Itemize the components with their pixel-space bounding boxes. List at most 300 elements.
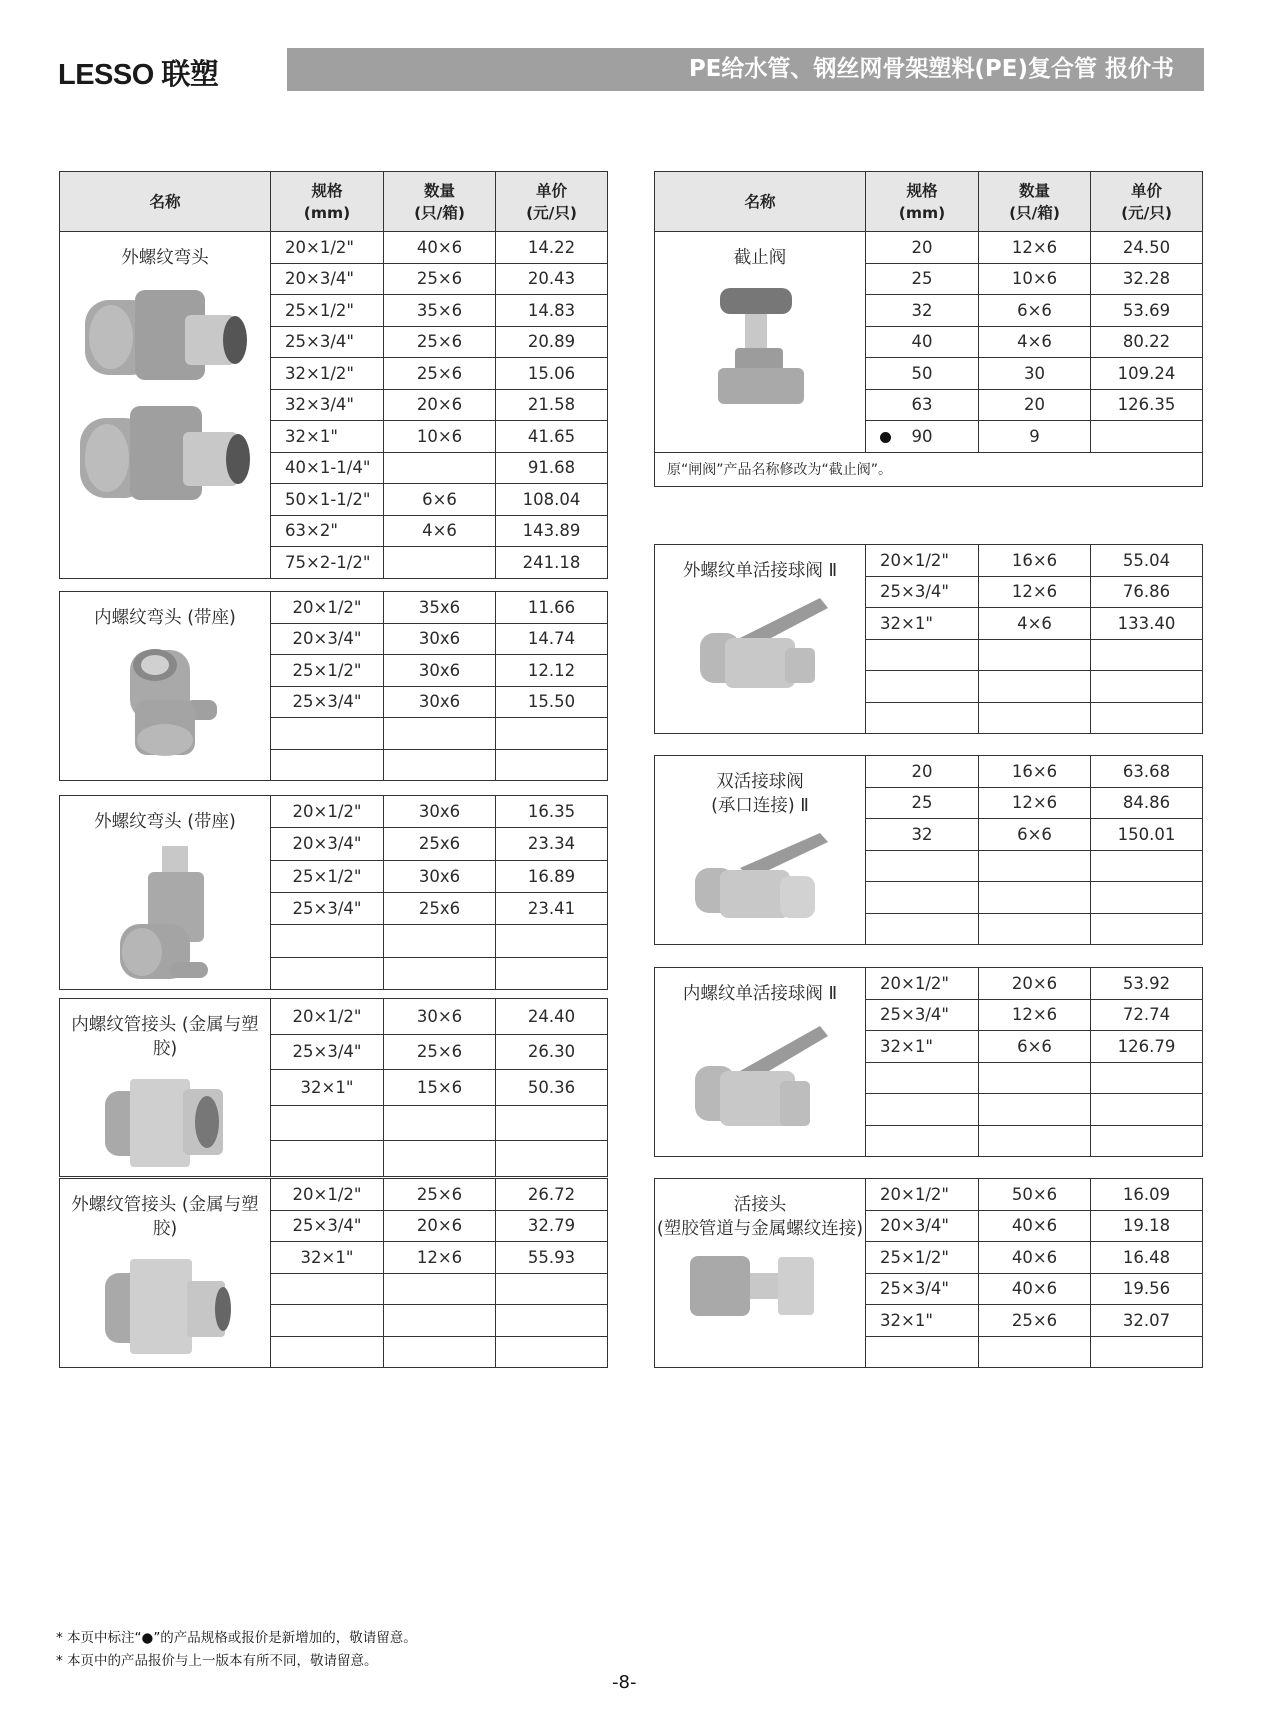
qty-cell — [979, 421, 1091, 453]
price-value: 63.68 — [1122, 761, 1171, 781]
qty-value: 25×6 — [1011, 1310, 1058, 1330]
price-cell — [496, 828, 608, 860]
qty-value: 35×6 — [416, 300, 463, 320]
spec-cell — [866, 608, 979, 640]
spec-cell — [866, 702, 979, 734]
spec-value: 32×1" — [880, 1036, 933, 1056]
spec-value: 32×3/4" — [285, 395, 354, 415]
spec-cell — [271, 892, 384, 924]
qty-value: 40×6 — [416, 237, 463, 257]
price-value: 108.04 — [522, 489, 581, 509]
product-name: (承口连接) Ⅱ — [711, 796, 809, 816]
spec-cell — [866, 999, 979, 1031]
qty-cell — [979, 263, 1091, 295]
male-thread-single-union-ball-valve-image — [655, 593, 865, 708]
price-value: 53.69 — [1122, 300, 1171, 320]
product-name: 外螺纹管接头 (金属与塑胶) — [71, 1195, 259, 1239]
price-value: 20.89 — [527, 332, 576, 352]
price-value: 15.06 — [527, 363, 576, 383]
spec-value: 20×3/4" — [292, 834, 362, 854]
price-value: 143.89 — [522, 521, 581, 541]
price-value: 50.36 — [527, 1077, 576, 1097]
price-value: 23.34 — [527, 834, 576, 854]
price-cell — [496, 358, 608, 390]
qty-cell — [384, 796, 496, 828]
price-cell — [1091, 819, 1203, 851]
price-cell — [1091, 232, 1203, 264]
qty-value: 16×6 — [1011, 550, 1058, 570]
header-text: (mm) — [303, 203, 351, 222]
spec-cell — [866, 1210, 979, 1242]
price-value: 55.93 — [527, 1247, 576, 1267]
table-header-row — [60, 172, 608, 232]
price-cell — [496, 452, 608, 484]
spec-cell — [271, 232, 384, 264]
right-product-table-2 — [654, 755, 1203, 945]
page-number: -8- — [612, 1672, 637, 1693]
price-value: 126.35 — [1117, 395, 1176, 415]
price-cell — [496, 860, 608, 892]
product-name-cell — [60, 796, 271, 990]
spec-cell — [866, 671, 979, 703]
qty-cell — [384, 957, 496, 989]
spec-value: 32×1" — [880, 1310, 933, 1330]
qty-cell — [384, 623, 496, 655]
qty-cell — [979, 1242, 1091, 1274]
qty-cell — [979, 999, 1091, 1031]
price-cell — [496, 1336, 608, 1368]
double-union-ball-valve-image — [655, 828, 865, 933]
spec-cell — [866, 1094, 979, 1126]
qty-cell — [384, 547, 496, 579]
qty-cell — [384, 592, 496, 624]
spec-cell — [271, 452, 384, 484]
spec-cell — [271, 925, 384, 957]
price-value: 15.50 — [527, 692, 576, 712]
price-cell — [496, 263, 608, 295]
price-value: 19.18 — [1122, 1216, 1171, 1236]
spec-cell — [866, 1242, 979, 1274]
spec-cell — [866, 295, 979, 327]
price-value: 53.92 — [1122, 973, 1171, 993]
header-text: 名称 — [744, 192, 776, 211]
price-cell — [1091, 1273, 1203, 1305]
qty-value: 6×6 — [1017, 1036, 1052, 1056]
left-product-table-4 — [59, 1178, 608, 1368]
qty-cell — [384, 925, 496, 957]
qty-cell — [384, 232, 496, 264]
qty-value: 40×6 — [1011, 1247, 1058, 1267]
spec-cell — [271, 655, 384, 687]
qty-value: 25x6 — [418, 899, 461, 919]
spec-value: 32×1" — [285, 426, 338, 446]
qty-cell — [384, 1305, 496, 1337]
price-cell — [1091, 608, 1203, 640]
price-value: 12.12 — [527, 660, 576, 680]
qty-value: 50×6 — [1011, 1184, 1058, 1204]
spec-cell — [271, 1273, 384, 1305]
spec-cell — [271, 718, 384, 750]
name-column-header — [655, 172, 866, 232]
spec-value: 25×3/4" — [880, 1005, 949, 1025]
spec-cell — [271, 686, 384, 718]
spec-value: 32×1" — [300, 1247, 354, 1267]
spec-value: 50×1-1/2" — [285, 489, 371, 509]
table-row — [655, 232, 1203, 264]
qty-value: 25×6 — [416, 363, 463, 383]
product-name-cell — [60, 232, 271, 579]
product-name-cell — [60, 1179, 271, 1368]
spec-cell — [271, 1141, 384, 1177]
spec-value: 25×3/4" — [292, 1042, 362, 1062]
spec-value: 20 — [911, 237, 933, 257]
price-cell — [496, 421, 608, 453]
spec-cell — [271, 295, 384, 327]
product-name: 活接头 — [733, 1195, 787, 1215]
price-cell — [1091, 639, 1203, 671]
price-cell — [1091, 421, 1203, 453]
spec-cell — [271, 421, 384, 453]
price-cell — [1091, 1094, 1203, 1126]
qty-value: 10×6 — [416, 426, 463, 446]
qty-cell — [384, 263, 496, 295]
qty-value: 30 — [1024, 363, 1045, 383]
price-value: 23.41 — [527, 899, 576, 919]
qty-cell — [384, 484, 496, 516]
header-text: 规格 — [906, 181, 938, 200]
qty-cell — [979, 1273, 1091, 1305]
spec-cell — [271, 1305, 384, 1337]
price-value: 14.22 — [527, 237, 576, 257]
qty-value: 16×6 — [1011, 761, 1058, 781]
qty-value: 30x6 — [418, 629, 461, 649]
qty-cell — [979, 608, 1091, 640]
price-value: 72.74 — [1122, 1005, 1171, 1025]
qty-cell — [979, 326, 1091, 358]
spec-cell — [866, 545, 979, 577]
spec-value: 32×1" — [880, 613, 933, 633]
header-text: (mm) — [898, 203, 946, 222]
price-value: 26.72 — [527, 1184, 576, 1204]
spec-cell — [271, 1034, 384, 1070]
spec-cell — [271, 1105, 384, 1141]
spec-cell — [271, 1336, 384, 1368]
header-text: 数量 — [1018, 181, 1050, 200]
qty-cell — [384, 1179, 496, 1211]
spec-value: 25 — [911, 793, 933, 813]
spec-cell — [271, 1179, 384, 1211]
table-row — [60, 232, 608, 264]
qty-cell — [979, 639, 1091, 671]
qty-value: 10×6 — [1011, 269, 1058, 289]
header-text: 规格 — [311, 181, 343, 200]
price-value: 91.68 — [527, 458, 576, 478]
new-item-marker-icon — [880, 432, 891, 443]
qty-value: 20×6 — [416, 1216, 463, 1236]
qty-cell — [384, 389, 496, 421]
left-product-table-3 — [59, 998, 608, 1177]
spec-cell — [866, 358, 979, 390]
header-text: (元/只) — [526, 203, 577, 222]
qty-cell — [384, 295, 496, 327]
qty-cell — [384, 892, 496, 924]
qty-cell — [384, 421, 496, 453]
product-name: 外螺纹弯头 (带座) — [94, 812, 236, 832]
price-cell — [1091, 326, 1203, 358]
price-value: 55.04 — [1122, 550, 1171, 570]
spec-value: 50 — [911, 363, 933, 383]
price-cell — [1091, 968, 1203, 1000]
price-value: 21.58 — [527, 395, 576, 415]
spec-value: 20×1/2" — [292, 802, 362, 822]
product-name: 内螺纹单活接球阀 Ⅱ — [682, 984, 838, 1004]
price-value: 20.43 — [527, 269, 576, 289]
spec-cell — [866, 1273, 979, 1305]
spec-cell — [271, 389, 384, 421]
spec-cell — [866, 850, 979, 882]
product-name-cell — [655, 756, 866, 945]
spec-value: 32×1/2" — [285, 363, 354, 383]
qty-value: 30x6 — [418, 692, 461, 712]
qty-cell — [384, 358, 496, 390]
qty-cell — [384, 655, 496, 687]
price-value: 133.40 — [1117, 613, 1176, 633]
female-thread-single-union-ball-valve-image — [655, 1016, 865, 1151]
price-cell — [1091, 389, 1203, 421]
qty-cell — [384, 1210, 496, 1242]
price-cell — [1091, 787, 1203, 819]
price-cell — [1091, 999, 1203, 1031]
spec-cell — [271, 623, 384, 655]
price-value: 241.18 — [522, 552, 581, 572]
spec-value: 25×3/4" — [285, 332, 354, 352]
spec-cell — [866, 639, 979, 671]
spec-cell — [866, 1125, 979, 1157]
spec-value: 20×3/4" — [880, 1216, 949, 1236]
qty-cell — [979, 232, 1091, 264]
left-product-table-2 — [59, 795, 608, 990]
table-row — [60, 1179, 608, 1211]
spec-cell — [271, 1070, 384, 1106]
price-cell — [1091, 913, 1203, 945]
table-row — [60, 592, 608, 624]
spec-cell — [866, 882, 979, 914]
spec-value: 90 — [911, 426, 933, 446]
price-cell — [496, 1210, 608, 1242]
price-cell — [1091, 1179, 1203, 1211]
spec-value: 25 — [911, 269, 933, 289]
spec-cell — [866, 756, 979, 788]
header-text: 单价 — [535, 181, 567, 200]
price-cell — [496, 796, 608, 828]
qty-cell — [979, 819, 1091, 851]
product-name: (塑胶管道与金属螺纹连接) — [656, 1219, 864, 1239]
qty-cell — [979, 545, 1091, 577]
qty-cell — [979, 1094, 1091, 1126]
price-value: 41.65 — [527, 426, 576, 446]
qty-value: 12×6 — [416, 1247, 463, 1267]
spec-cell — [866, 232, 979, 264]
qty-cell — [384, 749, 496, 781]
qty-value: 25×6 — [416, 1184, 463, 1204]
price-cell — [1091, 576, 1203, 608]
price-cell — [496, 1179, 608, 1211]
qty-cell — [384, 1141, 496, 1177]
spec-value: 32 — [911, 824, 933, 844]
product-name: 外螺纹弯头 — [121, 248, 209, 268]
spec-column-header — [866, 172, 979, 232]
spec-value: 20×1/2" — [880, 550, 949, 570]
qty-value: 15×6 — [416, 1077, 463, 1097]
price-cell — [496, 547, 608, 579]
spec-column-header — [271, 172, 384, 232]
price-cell — [1091, 702, 1203, 734]
price-value: 24.40 — [527, 1006, 576, 1026]
union-adapter-image — [655, 1251, 865, 1326]
qty-column-header — [384, 172, 496, 232]
spec-value: 20×1/2" — [285, 237, 354, 257]
spec-value: 20×1/2" — [880, 1184, 949, 1204]
table-row — [655, 1179, 1203, 1211]
name-column-header — [60, 172, 271, 232]
product-name-cell — [60, 592, 271, 781]
qty-value: 12×6 — [1011, 582, 1058, 602]
price-cell — [496, 1070, 608, 1106]
female-thread-elbow-with-base-image — [60, 640, 270, 765]
price-value: 126.79 — [1117, 1036, 1176, 1056]
spec-cell — [866, 576, 979, 608]
qty-cell — [979, 389, 1091, 421]
spec-value: 20×3/4" — [285, 269, 354, 289]
spec-cell — [271, 796, 384, 828]
spec-value: 25×1/2" — [292, 866, 362, 886]
qty-cell — [979, 1031, 1091, 1063]
qty-value: 20 — [1024, 395, 1045, 415]
product-name-cell — [60, 999, 271, 1177]
product-name-cell — [655, 1179, 866, 1368]
qty-cell — [979, 1125, 1091, 1157]
spec-value: 25×3/4" — [292, 1216, 362, 1236]
spec-value: 25×3/4" — [880, 582, 949, 602]
qty-cell — [384, 860, 496, 892]
qty-value: 30x6 — [418, 802, 461, 822]
price-cell — [1091, 1305, 1203, 1337]
price-cell — [496, 232, 608, 264]
price-cell — [496, 925, 608, 957]
price-cell — [496, 592, 608, 624]
spec-value: 75×2-1/2" — [285, 552, 371, 572]
price-value: 32.79 — [527, 1216, 576, 1236]
right-product-table-1 — [654, 544, 1203, 734]
table-row — [655, 545, 1203, 577]
right-product-table-3 — [654, 967, 1203, 1157]
qty-value: 6×6 — [422, 489, 457, 509]
qty-value: 25×6 — [416, 332, 463, 352]
spec-value: 25×3/4" — [292, 692, 362, 712]
spec-cell — [271, 1242, 384, 1274]
price-value: 19.56 — [1122, 1279, 1171, 1299]
price-value: 14.83 — [527, 300, 576, 320]
spec-cell — [866, 819, 979, 851]
qty-cell — [979, 1062, 1091, 1094]
price-column-header — [1091, 172, 1203, 232]
spec-cell — [271, 999, 384, 1035]
price-column-header — [496, 172, 608, 232]
qty-value: 12×6 — [1011, 237, 1058, 257]
spec-cell — [271, 484, 384, 516]
spec-cell — [271, 515, 384, 547]
qty-cell — [979, 882, 1091, 914]
spec-value: 25×1/2" — [292, 660, 362, 680]
price-cell — [1091, 671, 1203, 703]
table-row — [60, 796, 608, 828]
price-cell — [496, 957, 608, 989]
price-cell — [496, 749, 608, 781]
qty-cell — [979, 850, 1091, 882]
qty-cell — [979, 1336, 1091, 1368]
spec-cell — [866, 1062, 979, 1094]
price-value: 150.01 — [1117, 824, 1176, 844]
qty-value: 4×6 — [1017, 613, 1052, 633]
male-thread-elbow-with-base-image — [60, 844, 270, 989]
price-value: 32.07 — [1122, 1310, 1171, 1330]
spec-cell — [271, 1210, 384, 1242]
spec-cell — [866, 913, 979, 945]
price-cell — [496, 655, 608, 687]
spec-cell — [866, 968, 979, 1000]
qty-cell — [979, 756, 1091, 788]
qty-cell — [979, 671, 1091, 703]
qty-cell — [384, 1105, 496, 1141]
qty-column-header — [979, 172, 1091, 232]
spec-value: 25×1/2" — [285, 300, 354, 320]
price-cell — [1091, 1210, 1203, 1242]
qty-cell — [384, 999, 496, 1035]
qty-value: 20×6 — [1011, 973, 1058, 993]
spec-value: 20×1/2" — [880, 973, 949, 993]
spec-value: 40×1-1/4" — [285, 458, 371, 478]
price-value: 11.66 — [527, 597, 576, 617]
qty-cell — [979, 295, 1091, 327]
price-value: 80.22 — [1122, 332, 1171, 352]
spec-value: 20×3/4" — [292, 629, 362, 649]
price-value: 24.50 — [1122, 237, 1171, 257]
spec-cell — [271, 828, 384, 860]
price-cell — [496, 718, 608, 750]
qty-cell — [979, 576, 1091, 608]
price-cell — [496, 686, 608, 718]
spec-cell — [271, 326, 384, 358]
spec-cell — [866, 421, 979, 453]
qty-cell — [979, 358, 1091, 390]
price-cell — [1091, 358, 1203, 390]
spec-value: 32×1" — [300, 1077, 354, 1097]
right-product-table-0 — [654, 171, 1203, 487]
qty-cell — [979, 1305, 1091, 1337]
price-cell — [1091, 295, 1203, 327]
price-value: 76.86 — [1122, 582, 1171, 602]
qty-value: 6×6 — [1017, 300, 1052, 320]
price-cell — [496, 1242, 608, 1274]
spec-cell — [866, 787, 979, 819]
qty-cell — [979, 1210, 1091, 1242]
header-text: 单价 — [1130, 181, 1162, 200]
qty-value: 6×6 — [1017, 824, 1052, 844]
price-cell — [1091, 1125, 1203, 1157]
qty-value: 4×6 — [422, 521, 457, 541]
product-name: 外螺纹单活接球阀 Ⅱ — [682, 561, 838, 581]
product-name-cell — [655, 232, 866, 453]
